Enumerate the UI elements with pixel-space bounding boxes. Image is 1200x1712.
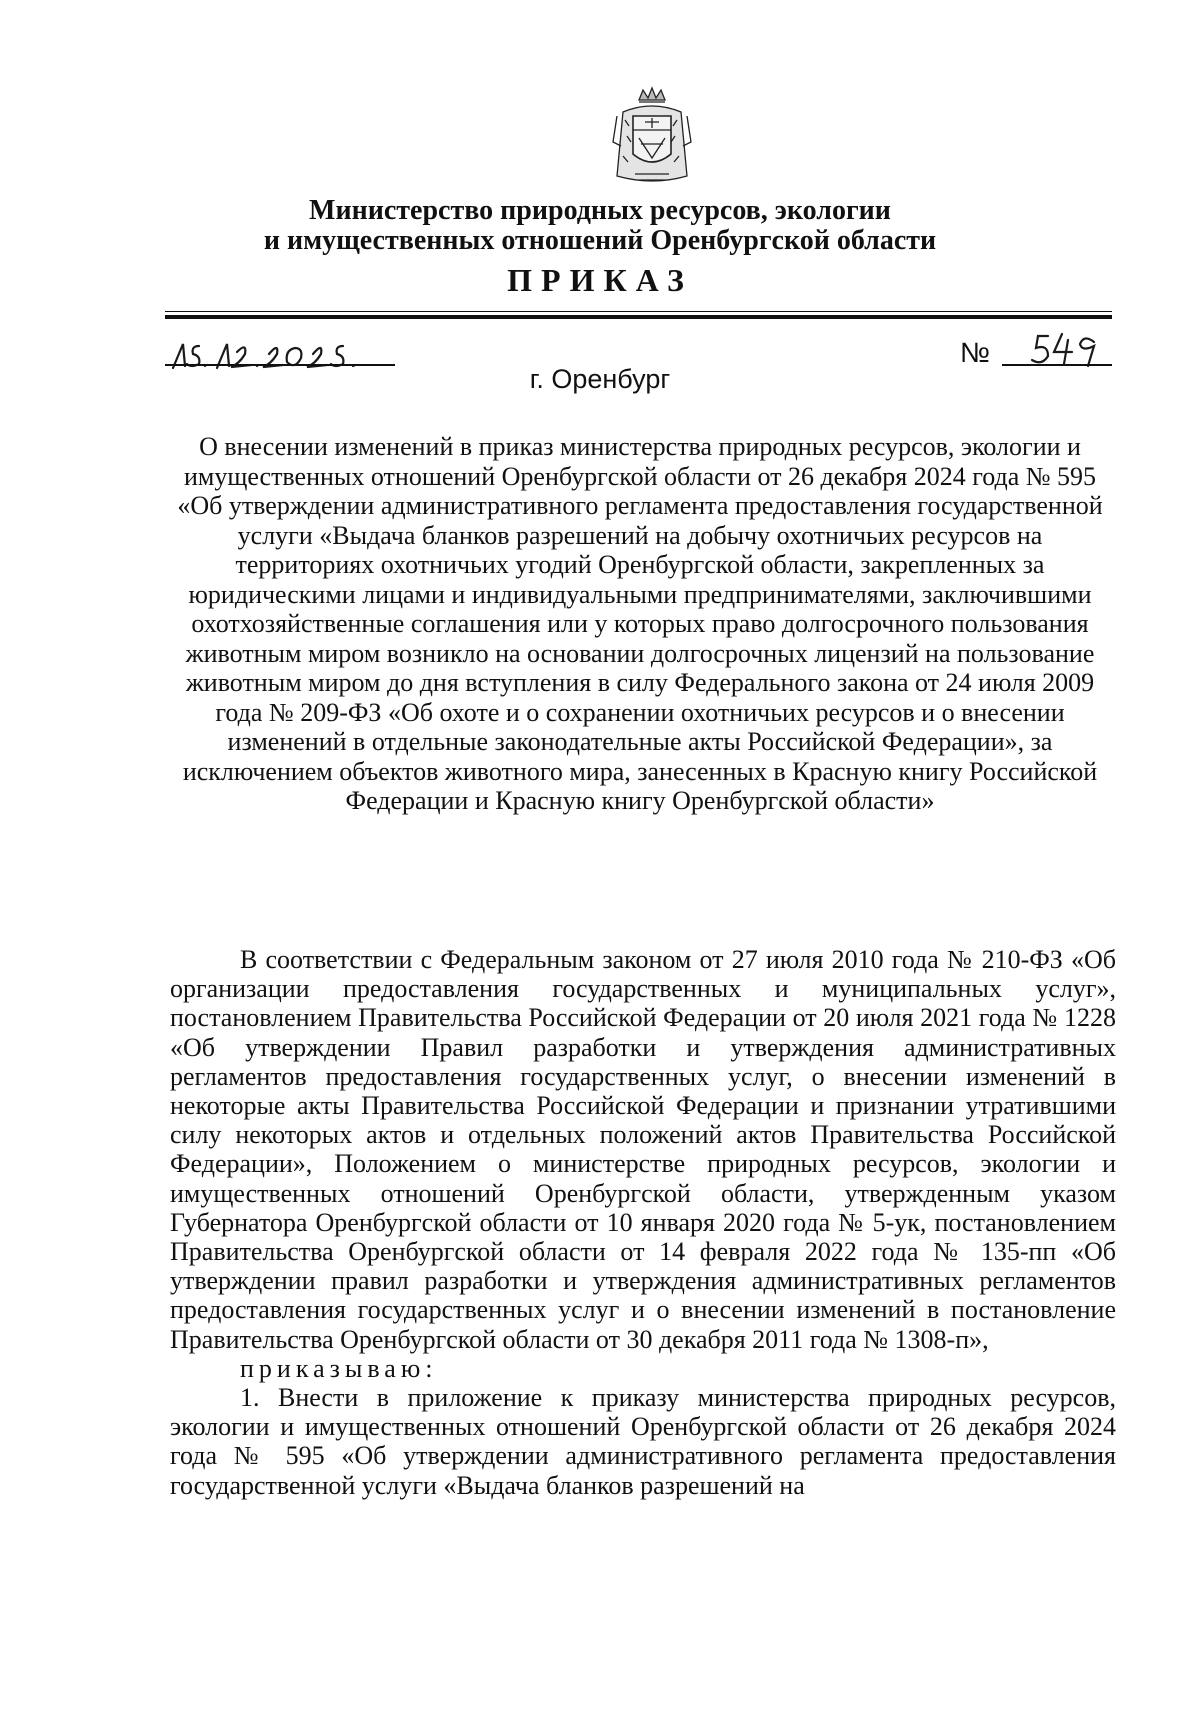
item-1-paragraph: 1. Внести в приложение к приказу министерства природных ресурсов, экологии и имущественных отношений Оренбургской области от 26 декабря 2024 года № 595 «Об утверждении административного регламента предоставления государственной услуги «Выдача бланков разрешений на	[170, 1383, 1116, 1500]
order-body	[170, 945, 1116, 1500]
date-underline	[165, 364, 395, 366]
ministry-name	[200, 196, 1000, 256]
header-rule-thin	[165, 311, 1112, 312]
ministry-name-line1: Министерство природных ресурсов, экологии	[309, 195, 891, 226]
ministry-name-line2: и имущественных отношений Оренбургской области	[263, 225, 937, 256]
number-label: №	[960, 337, 991, 368]
order-word: приказываю:	[240, 1353, 438, 1383]
header-rule-thick	[165, 315, 1112, 319]
order-title: О внесении изменений в приказ министерства природных ресурсов, экологии и имущественных отношений Оренбургской области от 26 декабря 2024 года № 595 «Об утверждении административного регламента предоставления государственной услуги «Выдача бланков разрешений на добычу охотничьих ресурсов на территориях охотничьих угодий Оренбургской области, закрепленных за юридическими лицами и индивидуальными предпринимателями, заключившими охотхозяйственные соглашения или у которых право долгосрочного пользования животным миром возникло на основании долгосрочных лицензий на пользование животным миром до дня вступления в силу Федерального закона от 24 июля 2009 года № 209-ФЗ «Об охоте и о сохранении охотничьих ресурсов и о внесении изменений в отдельные законодательные акты Российской Федерации», за исключением объектов животного мира, занесенных в Красную книгу Российской Федерации и Красную книгу Оренбургской области»	[177, 432, 1103, 815]
coat-of-arms-emblem	[611, 86, 693, 190]
city-name: г. Оренбург	[529, 364, 671, 394]
document-type-heading: ПРИКАЗ	[507, 262, 693, 298]
handwritten-date	[165, 334, 395, 374]
number-underline	[1002, 364, 1112, 366]
preamble-paragraph: В соответствии с Федеральным законом от 27 июля 2010 года № 210-ФЗ «Об организации предоставления государственных и муниципальных услуг», постановлением Правительства Российской Федерации от 20 июля 2021 года № 1228 «Об утверждении Правил разработки и утверждения административных регламентов предоставления государственных услуг, о внесении изменений в некоторые акты Правительства Российской Федерации и признании утратившими силу некоторых актов и отдельных положений актов Правительства Российской Федерации», Положением о министерстве природных ресурсов, экологии и имущественных отношений Оренбургской области, утвержденным указом Губернатора Оренбургской области от 10 января 2020 года № 5-ук, постановлением Правительства Оренбургской области от 14 февраля 2022 года № 135-пп «Об утверждении правил разработки и утверждения административных регламентов предоставления государственных услуг и о внесении изменений в постановление Правительства Оренбургской области от 30 декабря 2011 года № 1308-п»,	[170, 945, 1116, 1354]
